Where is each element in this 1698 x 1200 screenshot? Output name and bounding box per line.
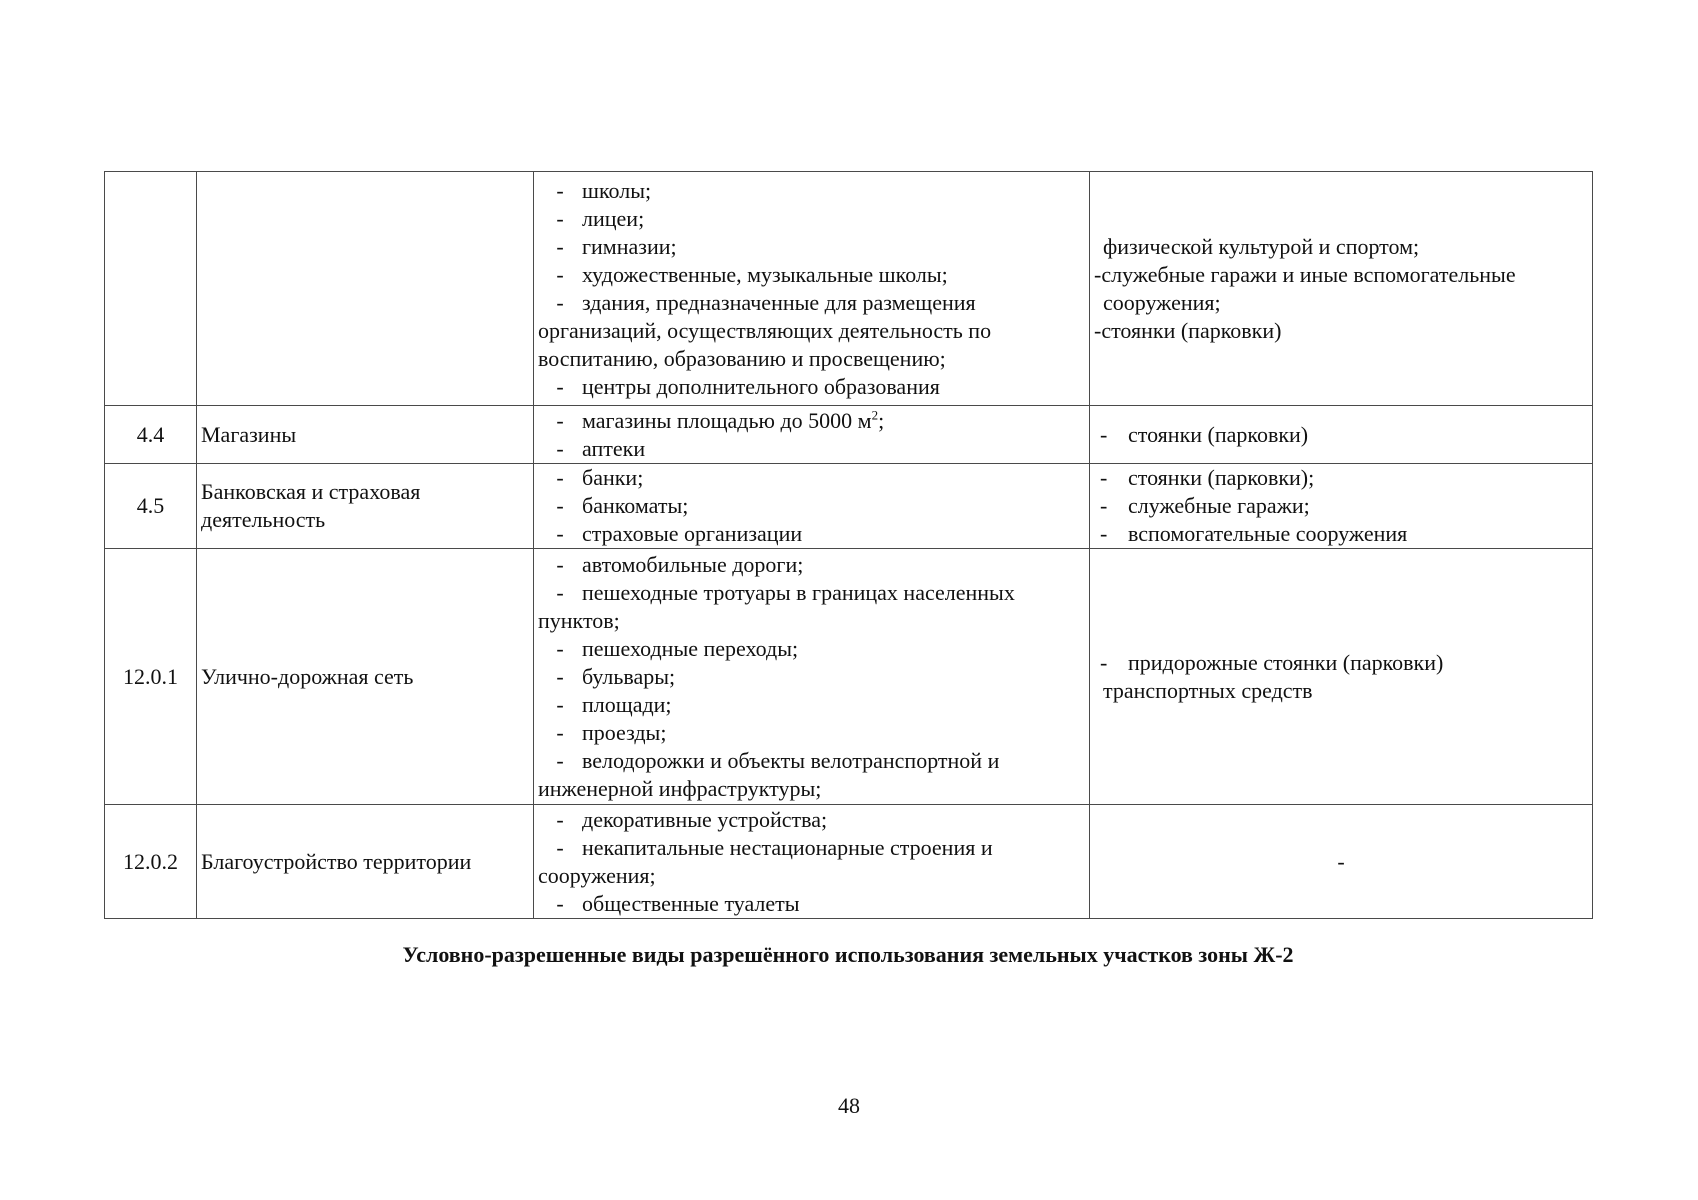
table-row [105,406,1593,464]
auxiliary-uses-cell [1090,464,1593,549]
list-item: -служебные гаражи и иные вспомогательные [1094,261,1516,287]
row-code: 4.4 [105,406,197,464]
list-item: - гимназии; [538,233,1085,261]
bullet-dash: - [556,663,564,689]
list-item: - вспомогательные сооружения [1094,520,1588,548]
main-uses-cell [534,406,1090,464]
list-item: сооружения; [1103,289,1221,315]
list-item: - велодорожки и объекты велотранспортной и [538,747,1085,775]
list-item: - лицеи; [538,205,1085,233]
list-item-continuation: организаций, осуществляющих деятельность по [538,317,992,343]
list-item-continuation: пунктов; [538,607,620,633]
main-uses-cell [534,464,1090,549]
bullet-dash: - [1100,421,1108,447]
list-item-continuation: транспортных средств [1103,677,1313,703]
bullet-dash: - [556,551,564,577]
row-code [105,172,197,406]
list-item: - придорожные стоянки (парковки) [1094,649,1588,677]
table-row [105,549,1593,805]
list-item: - пешеходные тротуары в границах населенных [538,579,1085,607]
bullet-dash: - [556,261,564,287]
list-item: - площади; [538,691,1085,719]
bullet-dash: - [556,521,564,546]
list-item: - аптеки [538,435,1085,463]
bullet-dash: - [556,691,564,717]
row-code: 12.0.1 [105,549,197,805]
row-name: Банковская и страховая деятельность [197,464,534,549]
bullet-dash: - [556,205,564,231]
bullet-dash: - [556,747,564,773]
auxiliary-uses-cell [1090,549,1593,805]
bullet-dash: - [1100,465,1108,490]
list-item: - страховые организации [538,520,1085,548]
bullet-dash: - [556,435,564,461]
bullet-dash: - [556,407,564,433]
list-item: - декоративные устройства; [538,806,1085,834]
table-row [105,172,1593,406]
main-uses-cell [534,172,1090,406]
bullet-dash: - [556,493,564,518]
row-name: Магазины [197,406,534,464]
list-item: - центры дополнительного образования [538,373,1085,401]
list-item: - общественные туалеты [538,890,1085,918]
list-item: - бульвары; [538,663,1085,691]
bullet-dash: - [556,289,564,315]
list-item-continuation: инженерной инфраструктуры; [538,775,822,801]
row-code: 4.5 [105,464,197,549]
list-item: - стоянки (парковки) [1094,421,1588,449]
table-row [105,464,1593,549]
list-item: - автомобильные дороги; [538,551,1085,579]
auxiliary-uses-cell: - [1090,805,1593,919]
bullet-dash: - [556,579,564,605]
row-code: 12.0.2 [105,805,197,919]
main-uses-cell [534,549,1090,805]
list-item: - художественные, музыкальные школы; [538,261,1085,289]
list-item: - пешеходные переходы; [538,635,1085,663]
auxiliary-uses-cell [1090,406,1593,464]
list-item-continuation: воспитанию, образованию и просвещению; [538,345,946,371]
bullet-dash: - [1100,493,1108,518]
bullet-dash: - [1100,649,1108,675]
bullet-dash: - [556,806,564,832]
main-uses-cell [534,805,1090,919]
land-use-table [104,171,1593,919]
list-item: физической культурой и спортом; [1103,233,1420,259]
bullet-dash: - [556,635,564,661]
list-item: - служебные гаражи; [1094,492,1588,520]
list-item: - стоянки (парковки); [1094,464,1588,492]
bullet-dash: - [556,465,564,490]
list-item: -стоянки (парковки) [1094,317,1282,343]
table-row [105,805,1593,919]
list-item: - некапитальные нестационарные строения и [538,834,1085,862]
list-item: - проезды; [538,719,1085,747]
row-name [197,172,534,406]
list-item: - банкоматы; [538,492,1085,520]
list-item: - здания, предназначенные для размещения [538,289,1085,317]
page-number: 48 [838,1093,860,1118]
row-name: Улично-дорожная сеть [197,549,534,805]
list-item: - магазины площадью до 5000 $м^2$; [538,407,1085,435]
bullet-dash: - [1100,521,1108,546]
list-item: - школы; [538,177,1085,205]
list-item-continuation: сооружения; [538,862,656,888]
section-caption: Условно-разрешенные виды разрешённого использования земельных участков зоны Ж-2 [402,942,1294,967]
list-item: - банки; [538,464,1085,492]
bullet-dash: - [556,719,564,745]
bullet-dash: - [556,177,564,203]
row-name: Благоустройство территории [197,805,534,919]
bullet-dash: - [556,834,564,860]
auxiliary-uses-cell [1090,172,1593,406]
bullet-dash: - [556,890,564,916]
bullet-dash: - [556,233,564,259]
bullet-dash: - [556,373,564,399]
